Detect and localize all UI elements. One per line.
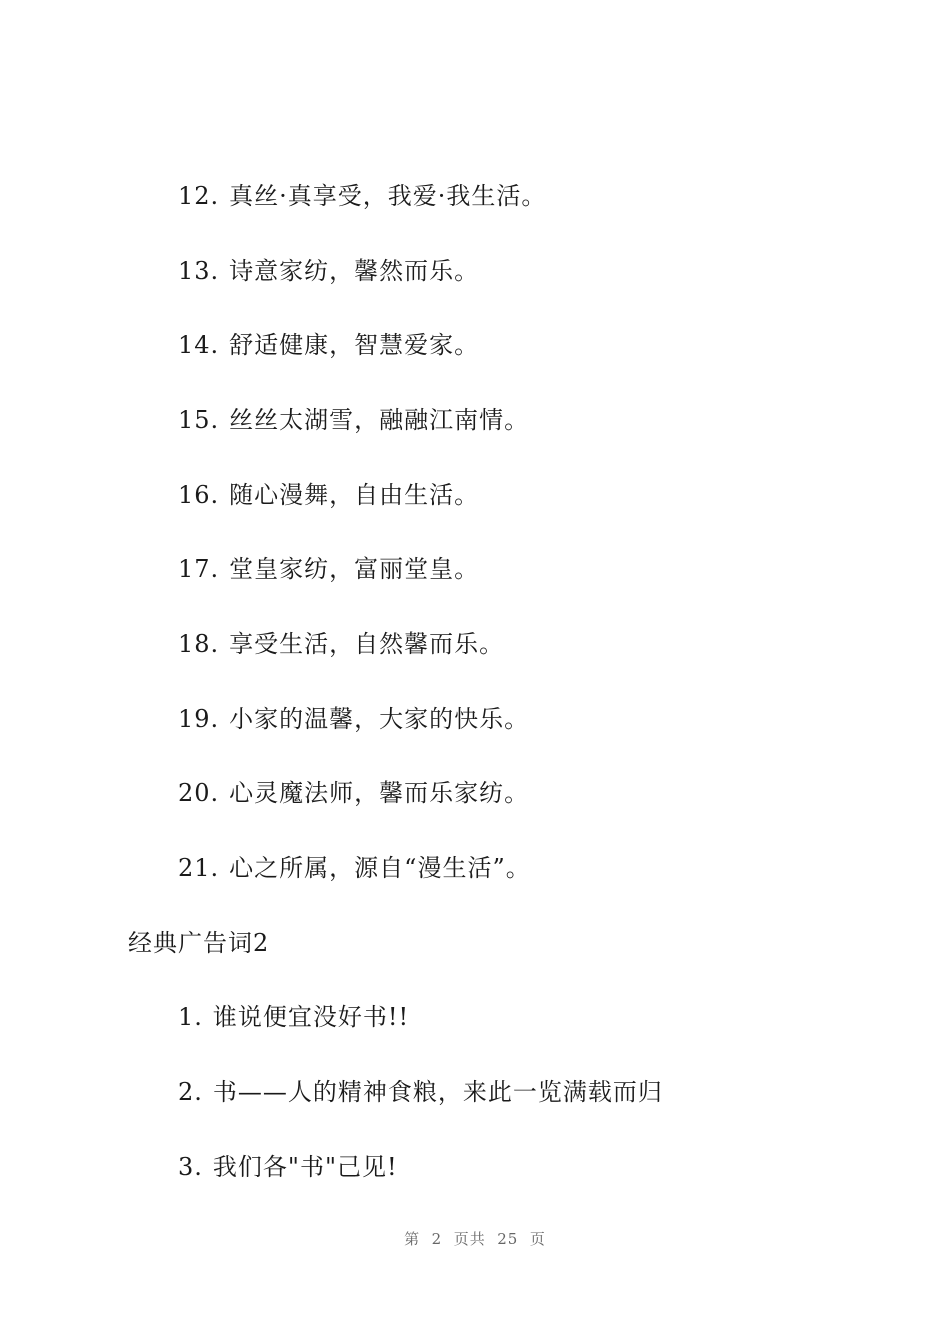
list-item-text: 随心漫舞，自由生活。	[229, 481, 480, 509]
list-item	[178, 480, 479, 510]
list-item-text: 享受生活，自然馨而乐。	[229, 630, 505, 658]
list-item-number: 2.	[178, 1078, 203, 1106]
list-item-text: 丝丝太湖雪，融融江南情。	[229, 406, 530, 434]
list-item-number: 3.	[178, 1153, 203, 1181]
list-item-text: 小家的温馨，大家的快乐。	[229, 705, 530, 733]
list-item-number: 12.	[178, 182, 220, 210]
list-item-number: 1.	[178, 1003, 203, 1031]
list-item-text: 书——人的精神食粮，来此一览满载而归	[212, 1078, 663, 1106]
list-item-number: 20.	[178, 779, 220, 807]
list-item-text: 诗意家纺，馨然而乐。	[229, 257, 480, 285]
list-item	[178, 853, 531, 883]
list-item-number: 16.	[178, 481, 220, 509]
list-item-text: 我们各"书"己见!	[212, 1153, 398, 1181]
list-item	[178, 1002, 409, 1032]
list-item	[178, 778, 529, 808]
list-item-text: 谁说便宜没好书!!	[212, 1003, 410, 1031]
list-item-text: 真丝·真享受，我爱·我生活。	[229, 182, 547, 210]
list-item	[178, 629, 504, 659]
list-item	[178, 181, 546, 211]
list-item-number: 13.	[178, 257, 220, 285]
list-item-text: 堂皇家纺，富丽堂皇。	[229, 555, 480, 583]
list-item	[178, 1152, 398, 1182]
list-item	[178, 1077, 663, 1107]
section-heading: 经典广告词2	[128, 929, 270, 957]
list-item-number: 19.	[178, 705, 220, 733]
list-item-number: 21.	[178, 854, 220, 882]
list-item-text: 心灵魔法师，馨而乐家纺。	[229, 779, 530, 807]
list-item-number: 17.	[178, 555, 220, 583]
list-item-number: 14.	[178, 331, 220, 359]
page-number-footer: 第 2 页共 25 页	[404, 1230, 546, 1248]
list-item-text: 舒适健康，智慧爱家。	[229, 331, 480, 359]
list-item-text: 心之所属，源自“漫生活”。	[229, 854, 531, 882]
list-item	[178, 405, 529, 435]
list-item-number: 18.	[178, 630, 220, 658]
list-item	[178, 256, 479, 286]
list-item	[178, 704, 529, 734]
list-item	[178, 554, 479, 584]
list-item-number: 15.	[178, 406, 220, 434]
list-item	[178, 330, 479, 360]
